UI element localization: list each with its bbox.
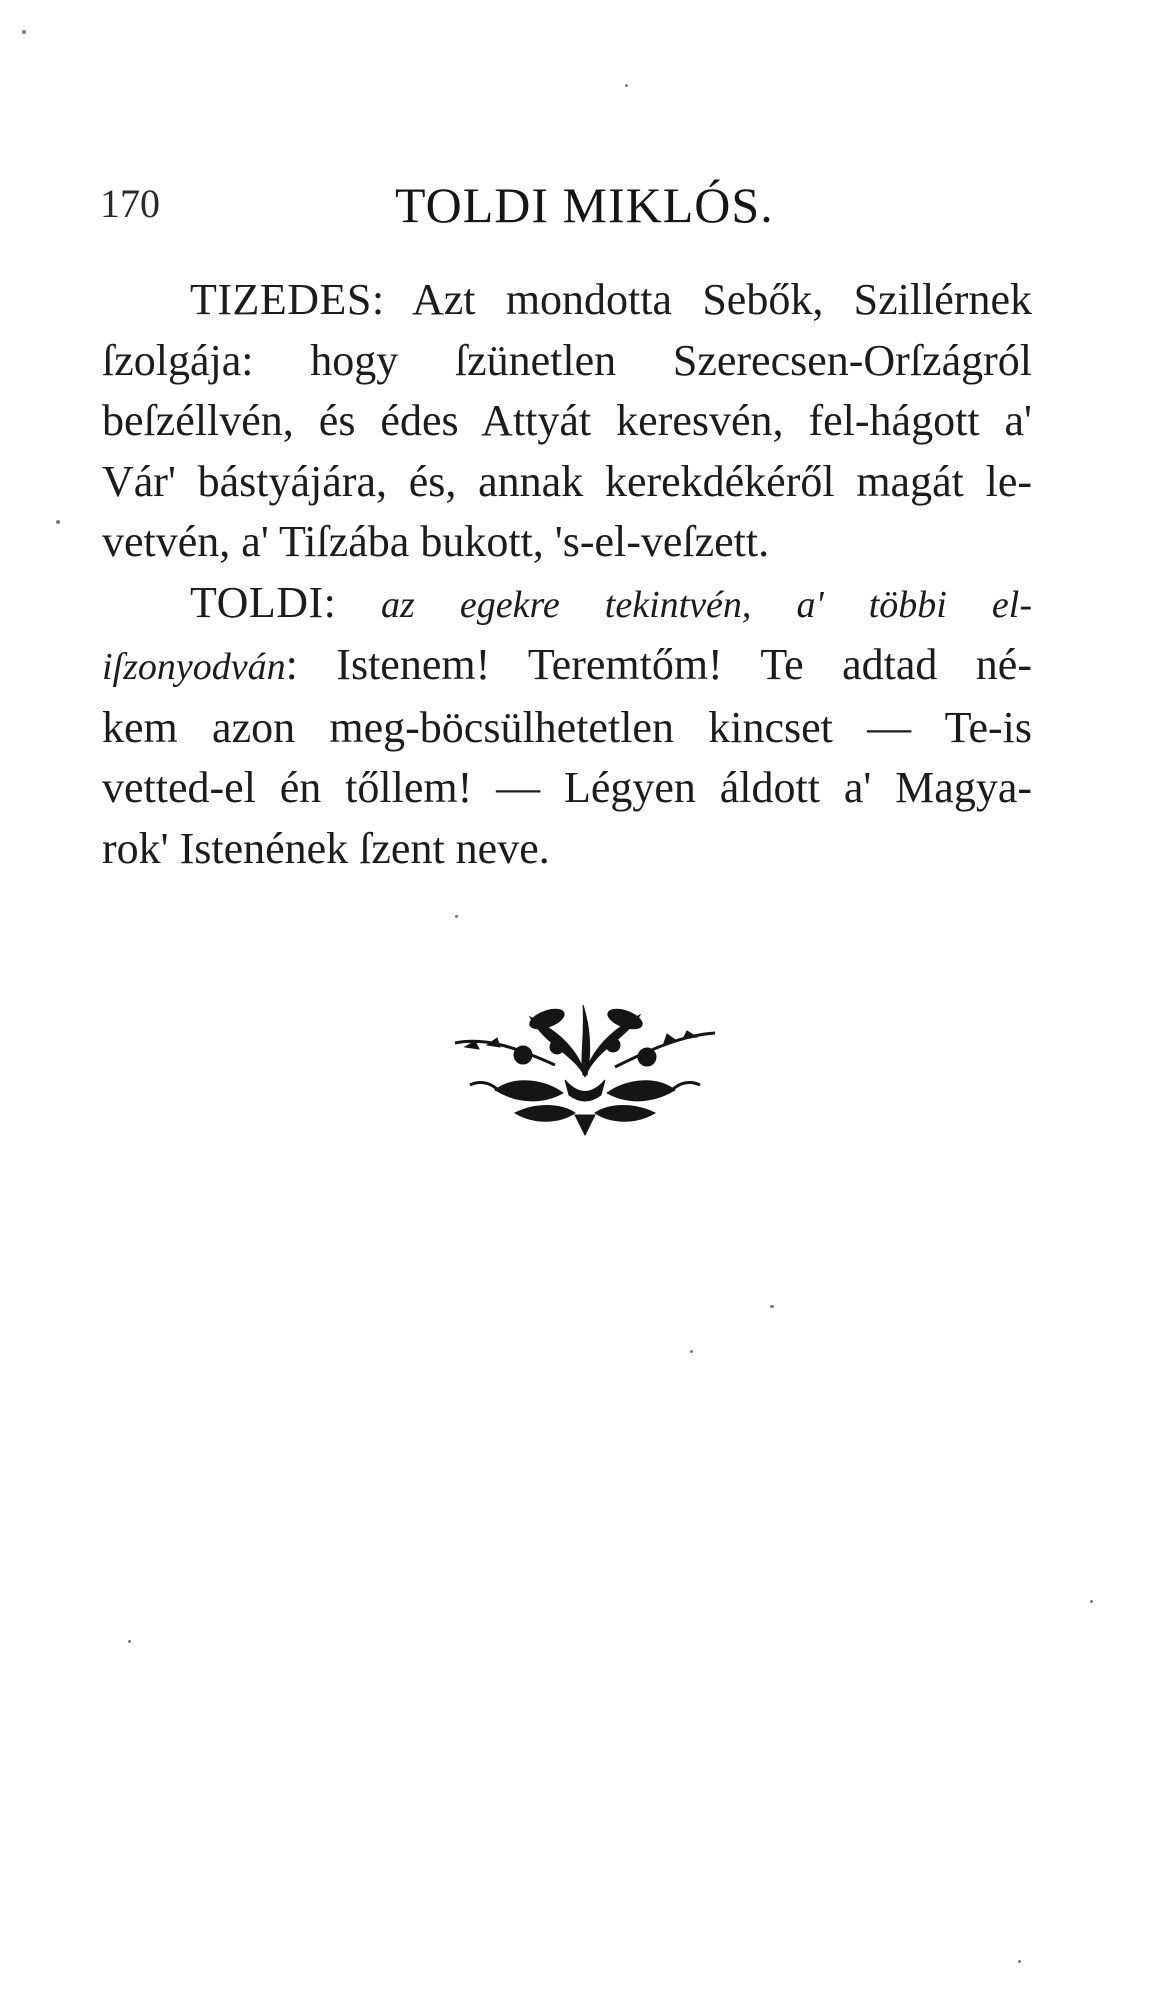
- speaker-name: TOLDI: [190, 577, 324, 627]
- paragraph-2-line-1: [102, 573, 1032, 636]
- paper-speck: [22, 30, 26, 34]
- stage-direction: az egekre tekintvén, a' többi el-: [335, 583, 1032, 626]
- speaker-separator: :: [371, 275, 385, 324]
- paper-speck: [56, 520, 60, 524]
- paragraph-2-line-3: kem azon meg-böcsülhetetlen kincset — Te-is: [102, 702, 1032, 752]
- floral-vignette-icon: [435, 985, 735, 1145]
- speaker-name: TIZEDES: [190, 275, 372, 324]
- page-number: 170: [100, 181, 160, 226]
- paper-speck: [128, 1640, 131, 1643]
- paragraph-2-text: : Istenem! Teremtőm! Te adtad né-: [285, 640, 1032, 689]
- body-text: [102, 270, 1032, 879]
- paragraph-2-line-4: vetted-el én tőllem! — Légyen áldott a' Magya-: [102, 763, 1032, 812]
- paper-speck: [455, 915, 458, 918]
- paragraph-1-line-3: beſzéllvén, és édes Attyát keresvén, fel-hágott a': [102, 396, 1032, 445]
- paragraph-1-line-5: vetvén, a' Tiſzába bukott, 's-el-veſzett.: [102, 517, 770, 566]
- paper-speck: [770, 1305, 774, 1308]
- paper-speck: [1090, 1600, 1093, 1603]
- paragraph-1-line-1: [102, 270, 1032, 331]
- paper-speck: [1018, 1960, 1021, 1963]
- paper-speck: [625, 84, 628, 87]
- paragraph-2-line-5: rok' Istenének ſzent neve.: [102, 823, 550, 873]
- paragraph-1-text: Azt mondotta Sebők, Szillérnek: [384, 275, 1032, 324]
- stage-direction: iſzonyodván: [102, 646, 286, 688]
- paragraph-1-line-4: Vár' bástyájára, és, annak kerekdékéről magát le-: [102, 456, 1032, 506]
- paragraph-1-line-2: ſzolgája: hogy ſzünetlen Szerecsen-Orſzágról: [102, 335, 1032, 385]
- speaker-separator: :: [323, 577, 336, 627]
- paragraph-2-line-2: [102, 635, 1032, 698]
- paper-speck: [690, 1350, 693, 1353]
- running-title: TOLDI MIKLÓS.: [395, 177, 774, 233]
